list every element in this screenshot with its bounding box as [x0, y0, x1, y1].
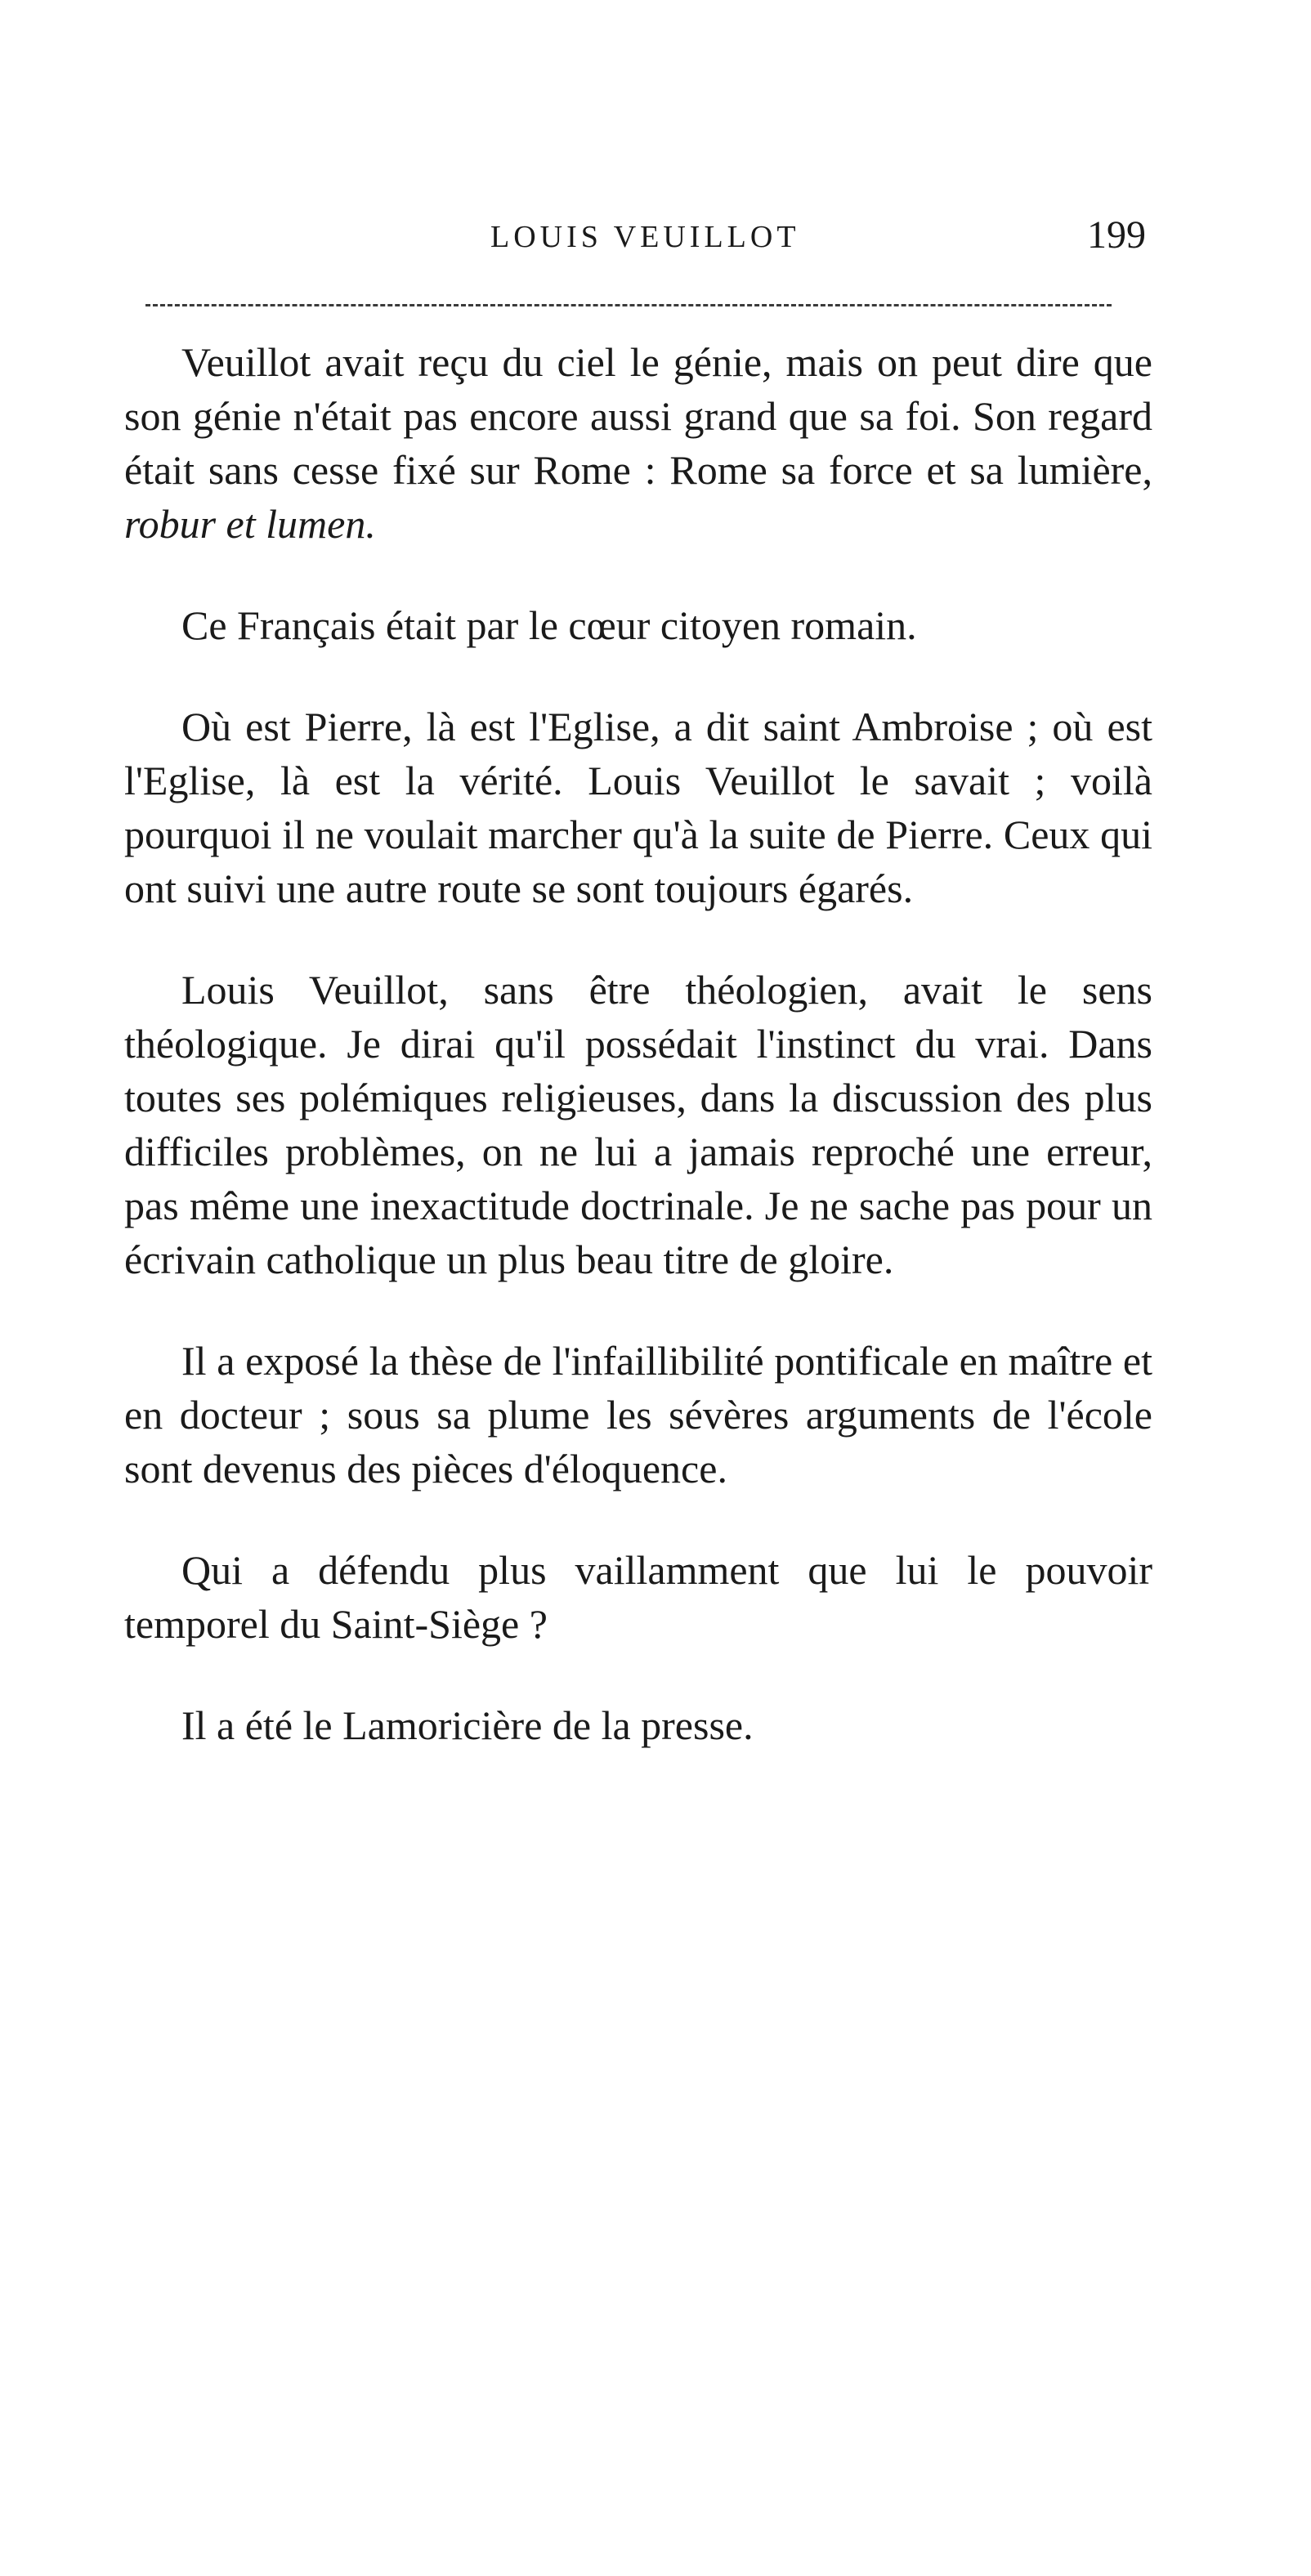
- header-rule: [145, 304, 1112, 306]
- page-number: 199: [1087, 213, 1146, 257]
- body-text: [124, 335, 1152, 1800]
- paragraph-5: Il a exposé la thèse de l'infaillibilité pontificale en maître et en docteur ; sous sa plume les sévères arguments de l'école sont devenus des pièces d'éloquence.: [124, 1338, 1152, 1491]
- paragraph-2: Ce Français était par le cœur citoyen romain.: [181, 602, 917, 648]
- latin-phrase: robur et lumen.: [124, 501, 376, 547]
- running-title: LOUIS VEUILLOT: [490, 220, 800, 254]
- paragraph-4: Louis Veuillot, sans être théologien, avait le sens théologique. Je dirai qu'il possédait l'instinct du vrai. Dans toutes ses polémiques religieuses, dans la discussion des plus difficiles problèmes, on ne lui a jamais reproché une erreur, pas même une inexactitude doctrinale. Je ne sache pas pour un écrivain catholique un plus beau titre de gloire.: [124, 967, 1152, 1282]
- paragraph-7: Il a été le Lamoricière de la presse.: [181, 1702, 754, 1748]
- paragraph-6: Qui a défendu plus vaillamment que lui le pouvoir temporel du Saint-Siège ?: [124, 1547, 1152, 1647]
- paragraph-1-text: Veuillot avait reçu du ciel le génie, mais on peut dire que son génie n'était pas encore aussi grand que sa foi. Son regard était sans cesse fixé sur Rome : Rome sa force et sa lumière,: [124, 339, 1152, 493]
- running-head: [0, 213, 1311, 268]
- paragraph-3: Où est Pierre, là est l'Eglise, a dit saint Ambroise ; où est l'Eglise, là est la vérité. Louis Veuillot le savait ; voilà pourquoi il ne voulait marcher qu'à la suite de Pierre. Ceux qui ont suivi une autre route se sont toujours égarés.: [124, 704, 1152, 911]
- paragraph-1: [124, 335, 1152, 551]
